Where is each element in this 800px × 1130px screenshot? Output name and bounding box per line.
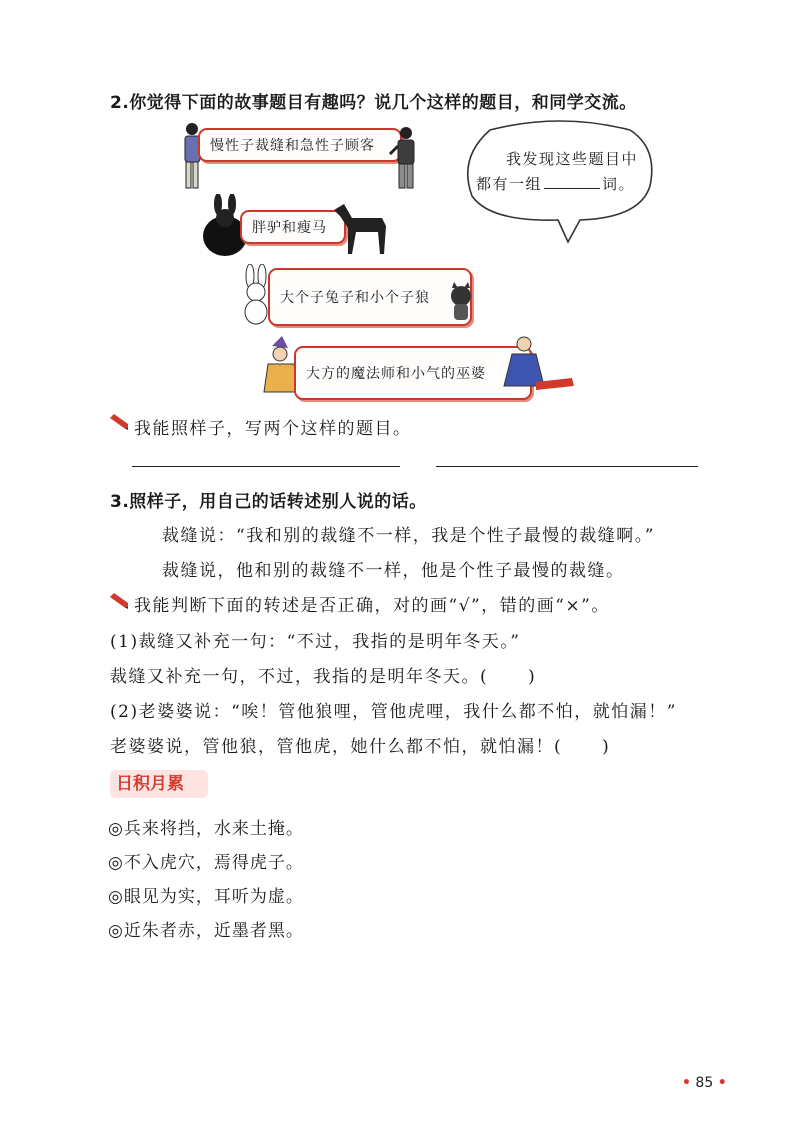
question-1-text: 裁缝又补充一句，不过，我指的是明年冬天。( bbox=[110, 667, 489, 687]
page-dot-right: • bbox=[717, 1075, 727, 1091]
story-title-box-1 bbox=[198, 128, 402, 162]
example-direct-speech: 裁缝说：“我和别的裁缝不一样，我是个性子最慢的裁缝啊。” bbox=[162, 526, 655, 546]
proverb-3: ◎眼见为实，耳听为虚。 bbox=[108, 887, 304, 907]
proverb-2: ◎不入虎穴，焉得虎子。 bbox=[108, 853, 304, 873]
story-title-2: 胖驴和瘦马 bbox=[252, 220, 327, 236]
answer-line-1[interactable] bbox=[132, 466, 400, 467]
section-3-heading: 3.照样子，用自己的话转述别人说的话。 bbox=[110, 492, 427, 512]
page-number-value: 85 bbox=[695, 1075, 714, 1091]
proverb-1: ◎兵来将挡，水来土掩。 bbox=[108, 819, 304, 839]
bubble-line-2-prefix: 都有一组 bbox=[476, 175, 543, 193]
question-2-indirect bbox=[110, 732, 610, 757]
wolf-icon bbox=[446, 282, 476, 322]
bubble-blank[interactable] bbox=[544, 172, 600, 189]
answer-line-2[interactable] bbox=[436, 466, 698, 467]
example-indirect-speech: 裁缝说，他和别的裁缝不一样，他是个性子最慢的裁缝。 bbox=[162, 561, 625, 581]
section-2-task: 我能照样子，写两个这样的题目。 bbox=[134, 419, 412, 439]
bubble-line-1: 我发现这些题目中 bbox=[506, 150, 639, 168]
page-dot-left: • bbox=[682, 1075, 691, 1091]
section-2-heading: 2.你觉得下面的故事题目有趣吗？说几个这样的题目，和同学交流。 bbox=[110, 93, 637, 113]
proverb-4: ◎近朱者赤，近墨者黑。 bbox=[108, 921, 304, 941]
question-1-direct: (1)裁缝又补充一句：“不过，我指的是明年冬天。” bbox=[110, 632, 521, 652]
question-2-text: 老婆婆说，管他狼，管他虎，她什么都不怕，就怕漏！( bbox=[110, 737, 563, 757]
man-figure-icon bbox=[388, 124, 424, 190]
page-number bbox=[682, 1075, 727, 1091]
question-1-close-paren: ) bbox=[528, 667, 537, 687]
question-2-direct: (2)老婆婆说：“唉！管他狼哩，管他虎哩，我什么都不怕，就怕漏！” bbox=[110, 702, 677, 722]
bubble-line-2 bbox=[476, 172, 635, 194]
story-title-3: 大个子兔子和小个子狼 bbox=[280, 290, 430, 306]
horse-icon bbox=[330, 196, 392, 258]
question-1-indirect bbox=[110, 662, 536, 687]
story-title-box-3 bbox=[268, 268, 472, 326]
witch-icon bbox=[496, 330, 576, 396]
pencil-icon bbox=[108, 593, 130, 609]
bubble-line-2-suffix: 词。 bbox=[602, 175, 636, 193]
accumulate-badge: 日积月累 bbox=[110, 770, 208, 798]
question-2-close-paren: ) bbox=[602, 737, 611, 757]
section-3-task: 我能判断下面的转述是否正确，对的画“√”，错的画“×”。 bbox=[134, 596, 610, 616]
story-title-1: 慢性子裁缝和急性子顾客 bbox=[210, 138, 375, 154]
story-title-4: 大方的魔法师和小气的巫婆 bbox=[306, 366, 486, 382]
pencil-icon bbox=[108, 414, 130, 430]
